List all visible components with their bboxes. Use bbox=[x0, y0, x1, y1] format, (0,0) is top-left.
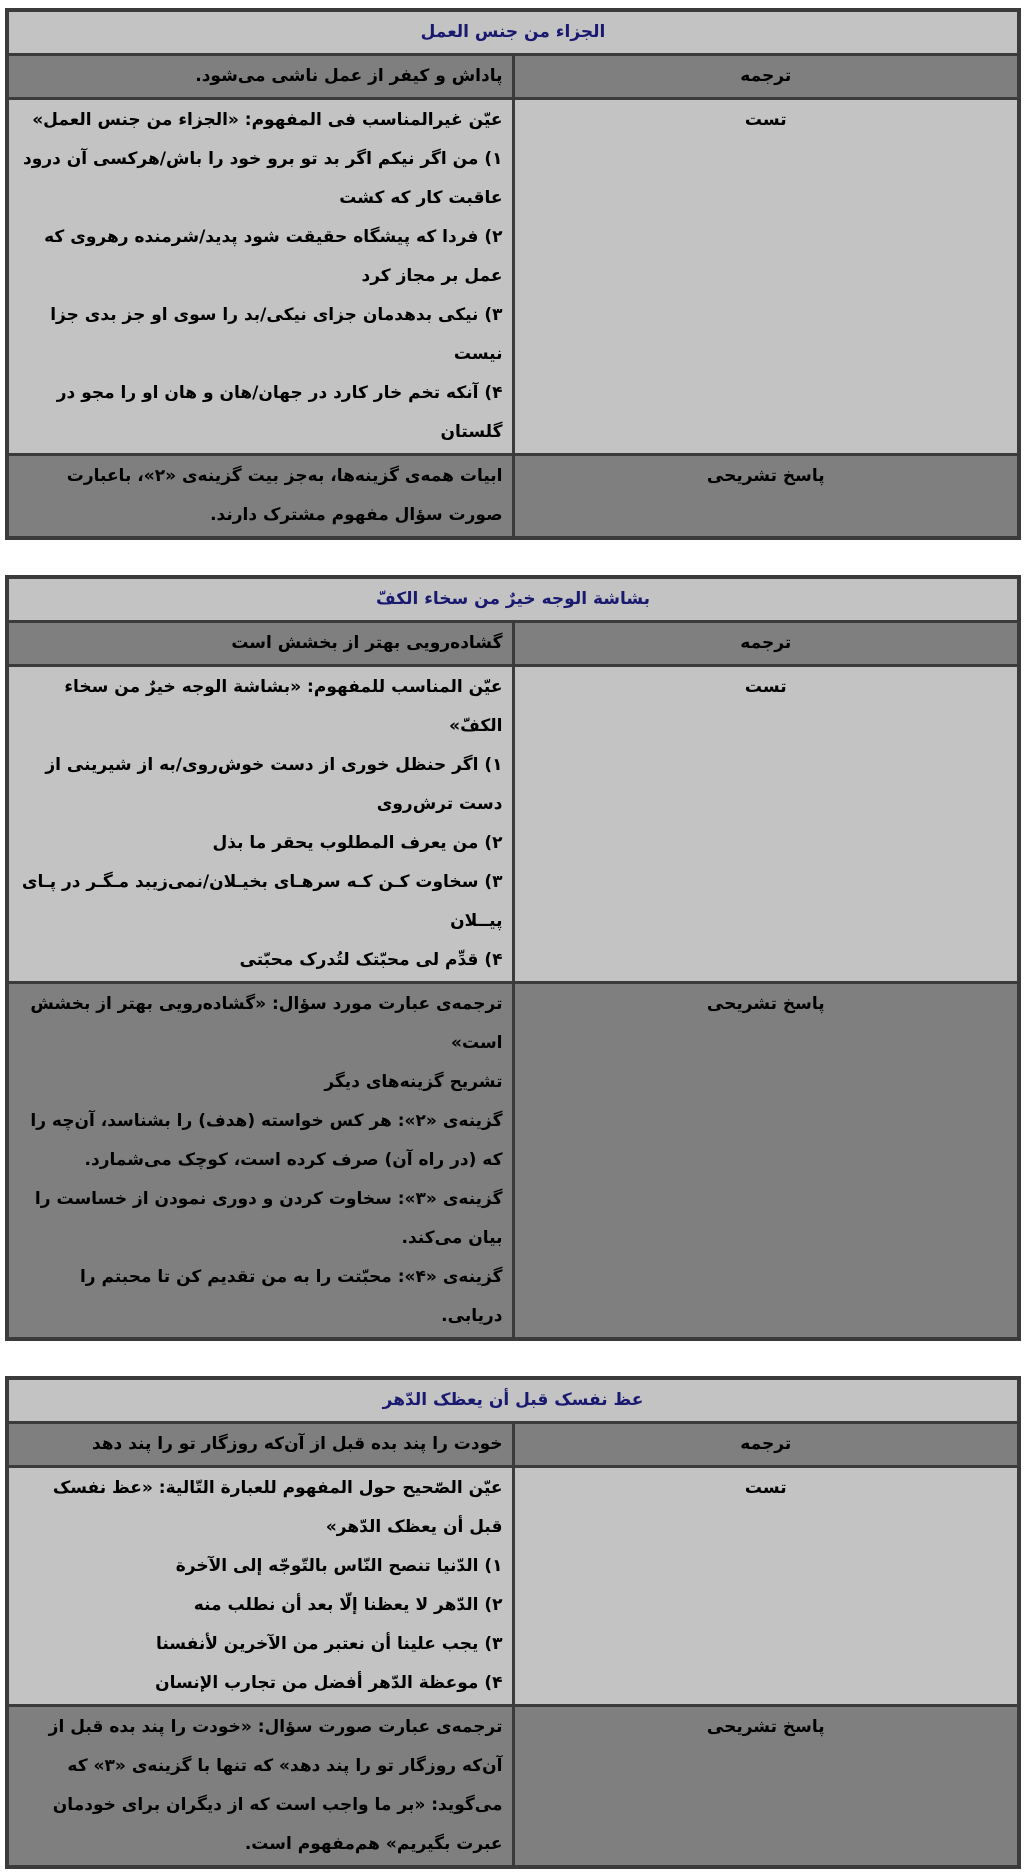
test-content bbox=[7, 1467, 513, 1706]
option-3: ۳) نیکی بدهدمان جزای نیکی/بد را سوی او جز بدی جزا نیست bbox=[50, 305, 503, 364]
row-label-answer: پاسخ تشریحی bbox=[513, 455, 1019, 539]
answer-line: ترجمه‌ی عبارت صورت سؤال: «خودت را پند بده قبل از آن‌که روزگار تو را پند دهد» که تنها با گزینه‌ی «۳» که bbox=[48, 1717, 503, 1776]
card-title bbox=[7, 577, 1019, 622]
row-label-test: تست bbox=[513, 666, 1019, 983]
option-1: ۱) الدّنیا تنصح النّاس بالتّوجّه إلی الآخرة bbox=[175, 1556, 503, 1576]
option-4: ۴) آنکه تخم خار کارد در جهان/هان و هان او را مجو در گلستان bbox=[56, 383, 503, 442]
test-content bbox=[7, 99, 513, 455]
option-2: ۲) الدّهر لا یعظنا إلّا بعد أن نطلب منه bbox=[193, 1595, 503, 1615]
question-text: عیّن الصّحیح حول المفهوم للعبارة التّالیة: «عظ نفسک قبل أن یعظک الدّهر» bbox=[52, 1478, 503, 1537]
answer-line: گزینه‌ی «۲»: هر کس خواسته (هدف) را بشناسد، آن‌چه را که (در راه آن) صرف کرده است، کوچک می‌شمارد. bbox=[30, 1111, 503, 1170]
question-card-2 bbox=[5, 575, 1021, 1341]
row-label-answer: پاسخ تشریحی bbox=[513, 983, 1019, 1340]
row-label-test: تست bbox=[513, 1467, 1019, 1706]
question-text: عیّن غیرالمناسب فی المفهوم: «الجزاء من جنس العمل» bbox=[32, 110, 503, 130]
test-row bbox=[7, 666, 1019, 983]
answer-line: می‌گوید: «بر ما واجب است که از دیگران برای خودمان عبرت بگیریم» هم‌مفهوم است. bbox=[52, 1795, 503, 1854]
card-title bbox=[7, 10, 1019, 55]
translation-row bbox=[7, 55, 1019, 99]
test-content bbox=[7, 666, 513, 983]
question-text: عیّن المناسب للمفهوم: «بشاشة الوجه خیرٌ من سخاء الکفّ» bbox=[64, 677, 503, 736]
row-label-translation: ترجمه bbox=[513, 622, 1019, 666]
title-row bbox=[7, 577, 1019, 622]
test-row bbox=[7, 99, 1019, 455]
translation-text: گشاده‌رویی بهتر از بخشش است bbox=[7, 622, 513, 666]
translation-row bbox=[7, 622, 1019, 666]
answer-line: ابیات همه‌ی گزینه‌ها، به‌جز بیت گزینه‌ی «۲»، باعبارت صورت سؤال مفهوم مشترک دارند. bbox=[66, 466, 503, 525]
row-label-test: تست bbox=[513, 99, 1019, 455]
translation-text: خودت را پند بده قبل از آن‌که روزگار تو را پند دهد bbox=[7, 1423, 513, 1467]
answer-line: تشریح گزینه‌های دیگر bbox=[324, 1072, 503, 1092]
test-row bbox=[7, 1467, 1019, 1706]
question-card-1 bbox=[5, 8, 1021, 540]
answer-content bbox=[7, 1706, 513, 1868]
answer-line: گزینه‌ی «۳»: سخاوت کردن و دوری نمودن از خساست را بیان می‌کند. bbox=[34, 1189, 503, 1248]
answer-row bbox=[7, 455, 1019, 539]
option-2: ۲) من یعرف المطلوب یحقر ما بذل bbox=[212, 833, 503, 853]
question-card-3 bbox=[5, 1376, 1021, 1869]
option-4: ۴) موعظة الدّهر أفضل من تجارب الإنسان bbox=[155, 1673, 503, 1693]
option-3: ۳) سخاوت کـن کـه سرهـای بخیـلان/نمی‌زیبد مـگـر در پـای پیــلان bbox=[21, 872, 503, 931]
answer-content bbox=[7, 983, 513, 1340]
option-2: ۲) فردا که پیشگاه حقیقت شود پدید/شرمنده رهروی که عمل بر مجاز کرد bbox=[44, 227, 503, 286]
option-3: ۳) یجب علینا أن نعتبر من الآخرین لأنفسنا bbox=[155, 1634, 503, 1654]
option-4: ۴) قدِّم لی محبّتک لتُدرک محبّتی bbox=[239, 950, 503, 970]
option-1: ۱) اگر حنظل خوری از دست خوش‌روی/به از شیرینی از دست ترش‌روی bbox=[45, 755, 503, 814]
translation-text: پاداش و کیفر از عمل ناشی می‌شود. bbox=[7, 55, 513, 99]
card-title-text: عظ نفسک قبل أن یعظک الدّهر bbox=[382, 1390, 644, 1410]
row-label-translation: ترجمه bbox=[513, 1423, 1019, 1467]
answer-row bbox=[7, 1706, 1019, 1868]
translation-row bbox=[7, 1423, 1019, 1467]
answer-line: گزینه‌ی «۴»: محبّتت را به من تقدیم کن تا محبتم را دریابی. bbox=[79, 1267, 503, 1326]
answer-row bbox=[7, 983, 1019, 1340]
card-title-text: بشاشة الوجه خیرٌ من سخاء الکفّ bbox=[375, 589, 651, 609]
title-row bbox=[7, 10, 1019, 55]
option-1: ۱) من اگر نیکم اگر بد تو برو خود را باش/هرکسی آن درود عاقبت کار که کشت bbox=[23, 149, 503, 208]
card-title-text: الجزاء من جنس العمل bbox=[420, 22, 606, 42]
answer-content bbox=[7, 455, 513, 539]
card-title bbox=[7, 1378, 1019, 1423]
answer-line: ترجمه‌ی عبارت مورد سؤال: «گشاده‌رویی بهتر از بخشش است» bbox=[30, 994, 503, 1053]
row-label-translation: ترجمه bbox=[513, 55, 1019, 99]
title-row bbox=[7, 1378, 1019, 1423]
row-label-answer: پاسخ تشریحی bbox=[513, 1706, 1019, 1868]
